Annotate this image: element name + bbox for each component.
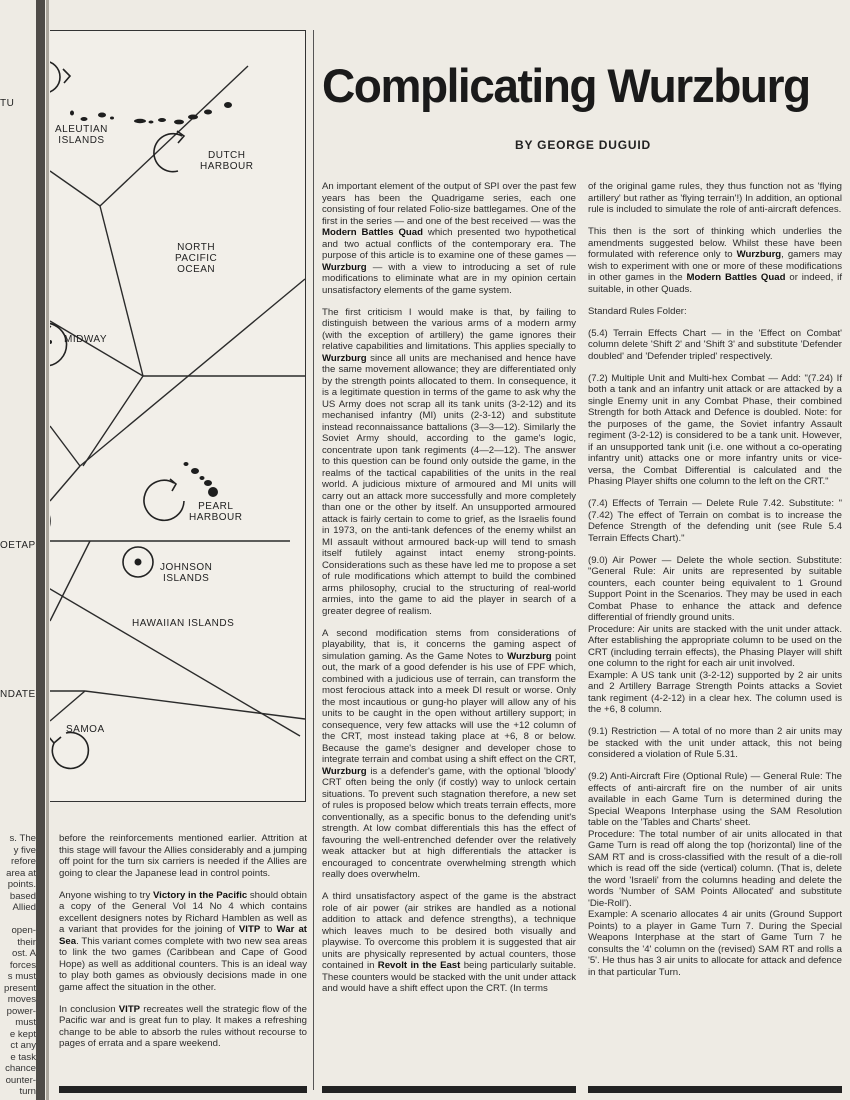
text: , gamers may wish to experiment with one or more of these modifications in other games in the	[588, 249, 842, 283]
label-samoa: SAMOA	[66, 724, 105, 735]
text: is a defender's game, with the optional 'bloody' CRT often being the only (if costly) way to unlock certain situations. To prevent such stagnation therefore, a new set of rules is proposed below which treats terrain effects, more conventionally, as a specific bonus to the defending unit's strength. At low combat differentials this has the effect of favouring the well-entrenched defender over the relatively weak attacker but at high differentials the attacker is encouraged to concentrate overwhelming strength which really does overwhelm.	[322, 765, 576, 880]
cut-line: turn	[19, 1086, 36, 1097]
text: point out, the mark of a good defender is his use of FPF which, combined with a judicious use of terrain, can transform the most ferocious attack into a meek DI result or worse. Only the most incautious or gung-ho player will allow any of his units to be caught in the open without artillery support; in consequence, very few attacks will use the +12 column of the CRT, most instead taking place at +6, 8 or below. Because the game's designer and developer chose to integrate terrain and combat using a shift effect on the CRT,	[322, 650, 576, 765]
text: A second modification stems from considerations of playability, that is, it concerns the gaming aspect of simulation gaming. As the Game Notes to	[322, 627, 576, 662]
game-title: Wurzburg	[322, 765, 367, 777]
label-dutch-harbour: DUTCH HARBOUR	[200, 150, 254, 172]
facing-page-cut-text	[0, 833, 36, 1098]
rule-paragraph: Example: A US tank unit (3-2-12) supported by 2 air units and 2 Artillery Barrage Strength Points attacks a Soviet tank regiment (4-2-12) in a clear hex. The column used is the +6, 8 column.	[588, 669, 842, 715]
island	[158, 118, 166, 122]
paragraph	[322, 307, 576, 618]
label-edge-tu: TU	[0, 98, 15, 109]
footer-bar	[588, 1086, 842, 1093]
rule-paragraph: (9.1) Restriction — A total of no more than 2 air units may be stacked with the unit under attack, this not being considered a violation of Rule 5.31.	[588, 726, 842, 760]
game-title: VITP	[118, 1003, 141, 1015]
left-column	[59, 833, 307, 1060]
text: A third unsatisfactory aspect of the game is the abstract role of air power (air strikes are handled as a notional addition to attack and defence strengths), a technique which leaves much to be desired both visually and playwise. To overcome this problem it is suggested that air units are physically represented by actual counters, those contained in	[322, 891, 576, 971]
paragraph	[322, 181, 576, 296]
rule-paragraph: (7.4) Effects of Terrain — Delete Rule 7.42. Substitute: "(7.42) The effect of Terrain on combat is to increase the Defence Strength of the defending unit (see Rule 5.4 Terrain Effects Chart)."	[588, 498, 842, 544]
box-circle-pearl-harbour	[144, 480, 184, 520]
cut-line: area at	[6, 867, 36, 879]
cut-line: e task	[10, 1051, 36, 1063]
right-column	[588, 181, 842, 989]
game-title: Wurzburg	[322, 352, 367, 364]
text: which presented two hypothetical and two actual conflicts of the contemporary era. The purpose of this article is to examine one of these games —	[322, 227, 577, 261]
sea-boundary	[50, 171, 100, 206]
label-north-pacific-ocean: NORTH PACIFIC OCEAN	[175, 242, 218, 275]
rule-paragraph: (9.0) Air Power — Delete the whole section. Substitute: "General Rule: Air units are represented by suitable counters, each counter being equivalent to 1 Ground Support Point in the Scenarios. They may be used in each Combat Phase to enhance the attack and defence differential of friendly ground units.	[588, 554, 842, 623]
game-title: Wurzburg	[322, 261, 367, 273]
text: should obtain a copy of the General Vol 14 No 4 which contains excellent designers notes by Richard Hamblen as well as a variant that provides for the joining of	[59, 889, 307, 935]
text: This then is the sort of thinking which underlies the amendments suggested below. Whilst these have been formulated with reference only to	[588, 226, 842, 260]
text: since all units are mechanised and hence have the same movement allowance; they are differentiated only by the strength points allocated to them. In consequence, it is a legitimate question in terms of the game to ask why the US Army does not scrap all its tank units (3-2-12) and its mechanised infantry (MI) units (2-3-12) and substitute instead reconnaissance battalions (3—3—12). Similarly the Soviet Army should, according to the game's logic, concentrate upon tank regiments (4—2—12). The answer to this question can be found only outside the game, in the realms of the tactical capabilities of the units in the real world. A judicious mixture of armoured and MI units will carry out an attack more successfully and more completely than one or the other by itself. An unsupported armoured attack is fairly certain to come to grief, as the Israelis found in 1973, on the anti-tank defences of the enemy whilst an MI assault without armoured back-up will tend to smash itself futilely against intact enemy strong-points. Considerations such as these have led me to propose a set of rule modifications which attempt to build the combined arms philosophy, crucial to the structuring of real-world armies, into the game to aid the player in search of a greater degree of realism.	[322, 352, 576, 617]
cut-line: moves	[7, 994, 36, 1005]
text: recreates well the strategic flow of the Pacific war and is great fun to play. It makes a refreshing change to be able to absorb the rules without recourse to pages of errata and a spare weekend.	[59, 1003, 308, 1049]
sea-boundary	[100, 206, 143, 376]
island	[191, 468, 199, 474]
sea-boundary	[100, 66, 248, 206]
island	[135, 559, 142, 566]
island	[81, 117, 88, 121]
cut-line: based	[9, 890, 36, 902]
rule-paragraph: Procedure: Air units are stacked with the unit under attack. After establishing the appropriate column to be used on the CRT (including terrain effects), the Phasing Player will shift one column to the right for each air unit involved.	[588, 623, 842, 669]
paragraph	[588, 226, 842, 295]
island	[50, 340, 52, 344]
island	[149, 121, 154, 124]
island	[98, 113, 106, 118]
page-binding	[36, 0, 45, 1100]
cut-line: forces	[9, 959, 36, 971]
island	[110, 117, 114, 120]
text: In conclusion	[59, 1003, 119, 1015]
column-rule	[313, 30, 314, 1090]
paragraph: before the reinforcements mentioned earlier. Attrition at this stage will favour the Allies considerably and a jumping off point for the turn six carriers is needed if the Allies are going to clear the Japanese lead in control points.	[59, 833, 307, 879]
box-circle-samoa	[52, 732, 88, 768]
island	[184, 462, 189, 466]
label-midway: MIDWAY	[64, 334, 107, 345]
text: being particularly suitable. These counters would be stacked with the unit under attack and would have a shift effect upon the CRT. (In terms	[322, 960, 576, 994]
game-title: Modern Battles Quad	[686, 272, 786, 283]
island	[70, 111, 74, 116]
cut-line: e kept	[9, 1028, 36, 1040]
cut-line: ct any	[10, 1040, 36, 1051]
cut-line: Allied	[12, 902, 36, 913]
cut-line: ounter-	[5, 1074, 36, 1086]
sea-boundary	[85, 691, 305, 719]
pacific-map	[50, 30, 306, 802]
text: The first criticism I would make is that, by failing to distinguish between the various arms of a modern army (with the exception of artillery) the game ignores their relative capabilities and limitations. This applies specially to	[322, 306, 576, 352]
label-hawaiian-islands: HAWAIIAN ISLANDS	[132, 618, 235, 629]
cut-line: y five	[13, 844, 36, 856]
island	[204, 480, 212, 486]
island	[224, 102, 232, 108]
footer-bar	[59, 1086, 307, 1093]
box-circle-dutch-harbour	[154, 134, 182, 172]
paragraph	[59, 890, 307, 994]
paragraph	[59, 1004, 307, 1050]
map-lines	[50, 31, 305, 801]
page-binding-edge	[46, 0, 49, 1100]
game-title: Wurzburg	[736, 249, 782, 260]
game-title: Victory in the Pacific	[152, 889, 248, 901]
text: — with a view to introducing a set of rule modifications to eliminate what are in my opinion certain unsatisfactory elements of the game system.	[322, 261, 576, 296]
text: . This variant comes complete with two new sea areas to link the two games (Caribbean and Cape of Good Hope) as well as additional counters. This is an ideal way to play both games as obviously decisions made in one game affect the situation in the other.	[59, 935, 307, 993]
text: An important element of the output of SPI over the past few years has been the Quadrigame series, each one consisting of four related Folio-size battlegames. One of the first in the series — and one of the best received — was the	[322, 181, 576, 227]
label-edge-oetap: OETAP	[0, 540, 36, 551]
label-pearl-harbour: PEARL HARBOUR	[189, 501, 243, 523]
sea-boundary	[50, 466, 80, 501]
article-title: Complicating Wurzburg	[322, 59, 810, 112]
sea-boundary	[50, 321, 143, 376]
cut-line: open-	[11, 925, 36, 936]
box-circle-tu	[50, 61, 60, 93]
text: or indeed, if suitable, in other Quads.	[588, 272, 842, 295]
rule-paragraph: Example: A scenario allocates 4 air units (Ground Support Points) to a player in Game Turn 7. During the Special Weapons Interphase at the start of Game Turn 7 he consults the '4' column on the (revised) SAM RT and rolls a '5'. He thus has 3 air units to allocate for attack and defence in that particular Turn.	[588, 909, 842, 978]
label-johnson-islands: JOHNSON ISLANDS	[160, 562, 213, 584]
arrow-head	[63, 69, 70, 83]
cut-line: s. The	[9, 833, 36, 844]
cut-line: refore	[10, 856, 36, 867]
cut-line: s must	[7, 971, 36, 982]
cut-line: present	[4, 982, 36, 994]
sea-boundary	[80, 279, 305, 466]
rule-paragraph: (9.2) Anti-Aircraft Fire (Optional Rule) — General Rule: The effects of anti-aircraft fire on the number of air units available in each Game Turn is determined during the Special Weapons Interphase using the SAM Resolution table on the 'Tables and Charts' sheet.	[588, 771, 842, 828]
paragraph: Standard Rules Folder:	[588, 305, 687, 317]
label-edge-ndate: NDATE	[0, 689, 36, 700]
game-title: Modern Battles Quad	[322, 227, 423, 238]
cut-line	[0, 914, 36, 926]
island	[204, 110, 212, 115]
cut-line: points.	[7, 879, 36, 890]
island	[134, 119, 146, 123]
rule-paragraph: (7.2) Multiple Unit and Multi-hex Combat — Add: "(7.24) If both a tank and an infantry unit attack or are attacked by a single Enemy unit in any Combat Phase, their combined Strength for both Attack and Defence is doubled. Note: for the purposes of the game, the Soviet infantry Assault regiment (3-2-12) is considered to be a tank unit. However, if an unsupported tank unit (i.e. one without a co-operating infantry unit) attacks one or more infantry units or vice-versa, the Combat Differential is calculated and the Phasing Player shifts one column to the left on the CRT."	[588, 372, 842, 487]
sea-boundary	[50, 426, 80, 466]
middle-column	[322, 181, 576, 1005]
sea-boundary	[50, 586, 300, 736]
paragraph	[322, 891, 576, 995]
island	[208, 487, 218, 497]
game-title: VITP	[238, 924, 261, 935]
label-aleutian-islands: ALEUTIAN ISLANDS	[55, 124, 108, 146]
cut-line: power-	[6, 1005, 36, 1017]
island	[200, 476, 205, 480]
text: to	[260, 924, 277, 935]
island	[188, 115, 198, 120]
cut-line: their	[17, 936, 36, 948]
rule-paragraph: (5.4) Terrain Effects Chart — in the 'Effect on Combat' column delete 'Shift 2' and 'Shift 3' and substitute 'Defender doubled' and 'Defender tripled' respectively.	[588, 327, 842, 362]
sea-boundary	[50, 691, 85, 721]
cut-line: must	[15, 1017, 36, 1028]
cut-line: chance	[5, 1063, 36, 1074]
article-byline: BY GEORGE DUGUID	[515, 138, 651, 152]
island	[174, 120, 184, 125]
paragraph: of the original game rules, they thus function not as 'flying artillery' but rather as 'flying terrain'!) In addition, an optional rule is included to simulate the role of anti-aircraft defences.	[588, 181, 842, 215]
rule-paragraph: Procedure: The total number of air units allocated in that Game Turn is read off along the top (horizontal) line of the SAM RT and is cross-classified with the result of a die-roll which is read off the side (vertical) column. (That is, delete the word 'Israeli' from the columns heading and delete the words 'Number of SAM Points Allocated' and substitute 'Die-Roll').	[588, 828, 842, 909]
paragraph	[322, 628, 576, 881]
game-title: War at Sea	[59, 924, 307, 947]
text: Anyone wishing to try	[59, 889, 153, 901]
game-title: Wurzburg	[507, 650, 552, 662]
cut-line: ost. A	[12, 948, 36, 959]
arrow-head	[50, 736, 61, 743]
game-title: Revolt in the East	[377, 960, 461, 971]
footer-bar	[322, 1086, 576, 1093]
